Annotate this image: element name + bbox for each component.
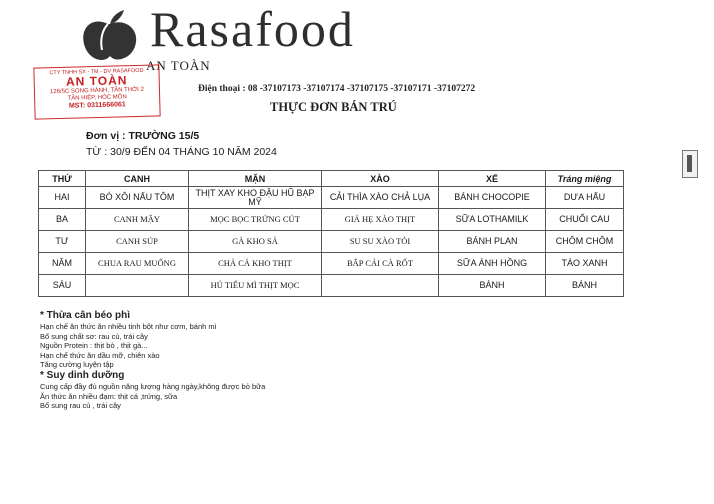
malnutrition-title: * Suy dinh dưỡng <box>40 369 125 381</box>
menu-header-row <box>39 171 624 187</box>
cell-stirfry: BẮP CẢI CÀ RỐT <box>322 253 439 275</box>
cell-main: GÀ KHO SẢ <box>189 231 322 253</box>
apple-leaf-logo-icon <box>78 10 140 66</box>
cell-dessert: CHUỐI CAU <box>546 209 624 231</box>
cell-dessert: CHÔM CHÔM <box>546 231 624 253</box>
cell-soup <box>86 275 189 297</box>
stamp-tax-code: MST: 0311666061 <box>68 101 126 110</box>
brand-subtitle: AN TOÀN <box>146 58 211 73</box>
cell-soup: CANH MẬY <box>86 209 189 231</box>
stamp-name: AN TOÀN <box>65 73 128 89</box>
note-line: Nguồn Protein : thịt bò , thịt gà... <box>40 341 148 351</box>
overweight-title: * Thừa cân béo phì <box>40 310 131 321</box>
cell-soup: BÓ XÔI NẤU TÔM <box>86 187 189 209</box>
cell-snack: BÁNH PLAN <box>439 231 546 253</box>
stamp-district-line: TÂN HIỆP, HÓC MÔN <box>67 94 127 102</box>
cell-snack: BÁNH CHOCOPIE <box>439 187 546 209</box>
cell-day: NĂM <box>39 253 86 275</box>
unit-label: Đơn vị : TRƯỜNG 15/5 <box>86 130 200 142</box>
document-title: THỰC ĐƠN BÁN TRÚ <box>270 100 397 114</box>
cell-day: TƯ <box>39 231 86 253</box>
cell-dessert: DƯA HẤU <box>546 187 624 209</box>
cell-stirfry: SU SU XÀO TỎI <box>322 231 439 253</box>
cell-stirfry <box>322 275 439 297</box>
cell-dessert: TÁO XANH <box>546 253 624 275</box>
header-main: MẶN <box>189 171 322 187</box>
table-row <box>39 187 624 209</box>
period-label: TỪ : 30/9 ĐẾN 04 THÁNG 10 NĂM 2024 <box>86 146 277 158</box>
table-row <box>39 253 624 275</box>
header-snack: XẾ <box>439 171 546 187</box>
cell-main: MỌC BỌC TRỨNG CÚT <box>189 209 322 231</box>
header-day: THỨ <box>39 171 86 187</box>
note-line: Hạn chế ăn thức ăn nhiều tinh bột như cơm, bánh mì <box>40 322 217 331</box>
stamp-address-line: 126/5C SONG HÀNH, TÂN THỚI 2 <box>49 86 145 96</box>
cell-snack: SỮA LOTHAMILK <box>439 209 546 231</box>
note-line: Tăng cường luyện tập <box>40 360 114 370</box>
cell-day: SÁU <box>39 275 86 297</box>
table-row <box>39 275 624 297</box>
note-line: Bổ sung rau củ , trái cây <box>40 401 121 411</box>
cell-dessert: BÁNH <box>546 275 624 297</box>
cell-soup: CANH SÚP <box>86 231 189 253</box>
menu-table <box>38 170 624 297</box>
cell-day: BA <box>39 209 86 231</box>
company-stamp <box>33 64 160 119</box>
cell-soup: CHUA RAU MUỐNG <box>86 253 189 275</box>
cell-stirfry: CẢI THÌA XÀO CHẢ LỤA <box>322 187 439 209</box>
table-row <box>39 209 624 231</box>
scanner-mark-icon <box>678 150 702 198</box>
note-line: Cung cấp đầy đủ nguồn năng lượng hàng ngày,không được bỏ bữa <box>40 381 266 391</box>
header-soup: CANH <box>86 171 189 187</box>
phone-numbers: Điện thoại : 08 -37107173 -37107174 -37107175 -37107171 -37107272 <box>198 84 476 94</box>
cell-snack: BÁNH <box>439 275 546 297</box>
cell-day: HAI <box>39 187 86 209</box>
cell-stirfry: GIÁ HẸ XÀO THỊT <box>322 209 439 231</box>
cell-main: THỊT XAY KHO ĐẬU HŨ BẠP MỸ <box>189 187 322 209</box>
stamp-company-line: CTY TNHH SX - TM - DV RASAFOOD <box>49 67 144 77</box>
note-line: Ăn thức ăn nhiều đạm: thịt cá ,trứng, sữa <box>40 391 178 401</box>
cell-main: HỦ TIẾU MÌ THỊT MỌC <box>189 275 322 297</box>
cell-snack: SỮA ÁNH HỒNG <box>439 253 546 275</box>
note-line: Bổ sung chất sơ: rau củ, trái cây <box>40 331 148 341</box>
nutrition-notes <box>40 310 265 411</box>
cell-main: CHẢ CÁ KHO THỊT <box>189 253 322 275</box>
note-line: Hạn chế thức ăn dầu mỡ, chiên xào <box>40 350 160 360</box>
brand-name: Rasafood <box>150 1 355 57</box>
table-row <box>39 231 624 253</box>
header-stirfry: XÀO <box>322 171 439 187</box>
header-dessert: Tráng miệng <box>546 171 624 187</box>
